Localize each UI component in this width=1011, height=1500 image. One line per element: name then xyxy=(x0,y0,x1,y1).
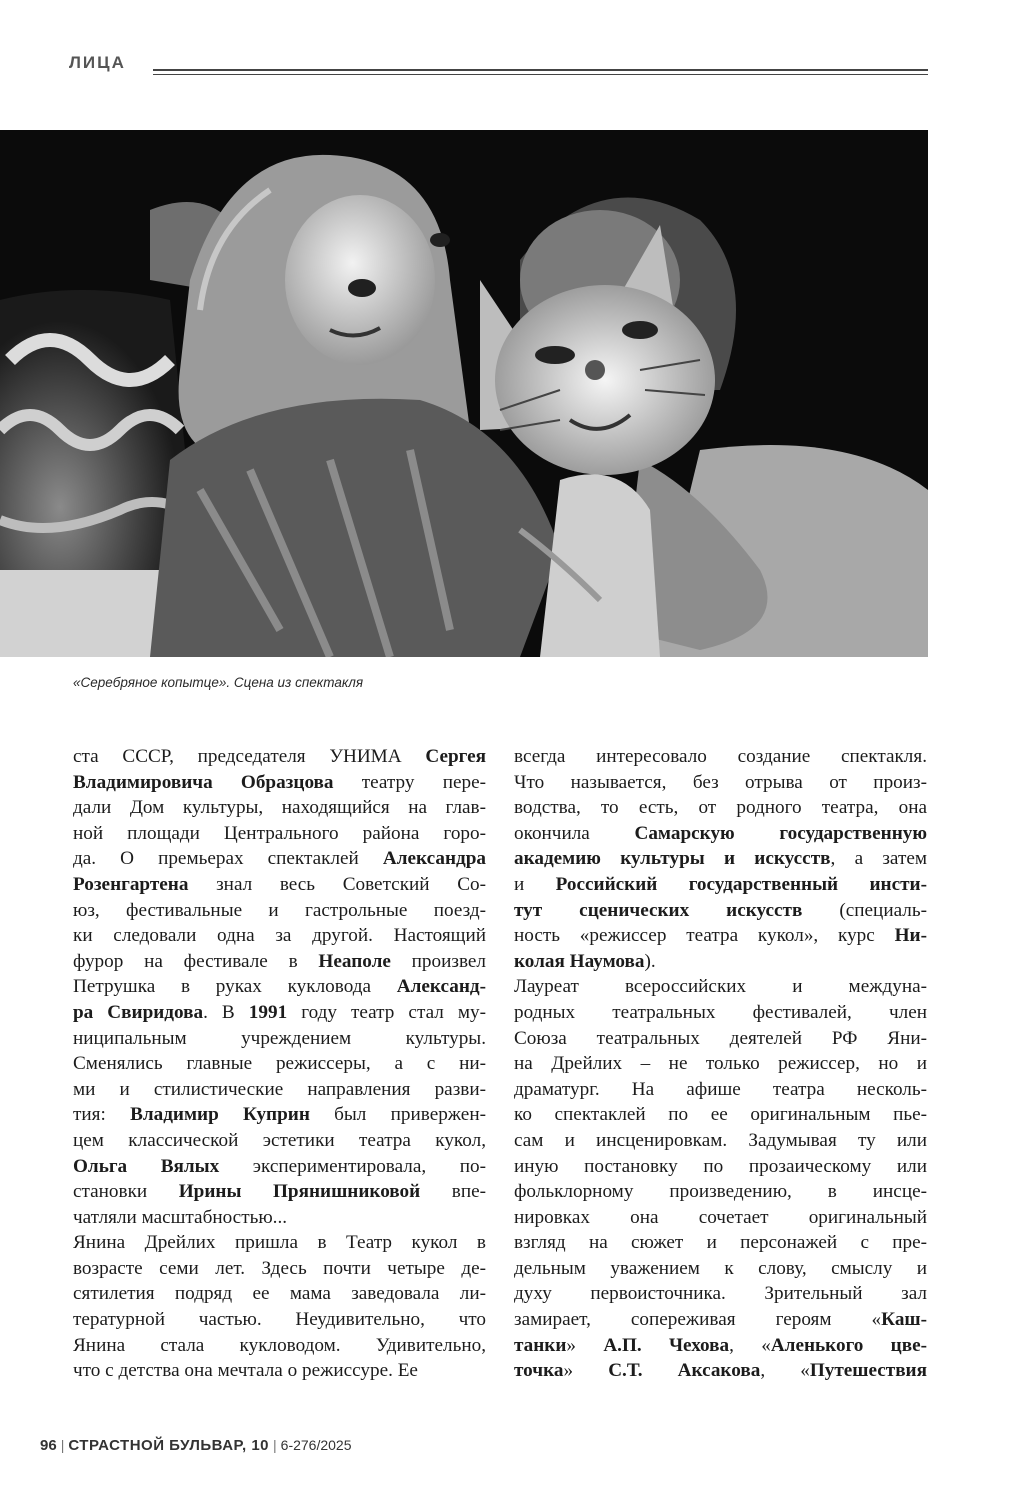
text-run: театру пере- xyxy=(333,771,486,793)
text-run: ко спектаклей по ее оригинальным пье- xyxy=(514,1104,927,1126)
text-run: да. О премьерах спектаклей xyxy=(73,848,383,870)
text-run: Что называется, без отрыва от произ- xyxy=(514,771,927,793)
text-run: произвел xyxy=(390,950,486,972)
text-line xyxy=(73,1281,486,1307)
bold-name: Аленького цве- xyxy=(770,1334,928,1356)
text-run: тературной частью. Неудивительно, что xyxy=(73,1309,486,1331)
text-run: дали Дом культуры, находящийся на глав- xyxy=(73,797,486,819)
text-line xyxy=(73,1230,486,1256)
text-run: году театр стал му- xyxy=(287,1001,486,1023)
bold-name: А.П. Чехова xyxy=(603,1334,730,1356)
bold-name: Путешествия xyxy=(809,1360,927,1382)
text-run: ). xyxy=(644,950,656,972)
text-line xyxy=(514,770,927,796)
bold-name: ра Свиридова xyxy=(73,1001,204,1023)
text-line xyxy=(73,744,486,770)
text-line xyxy=(514,1026,927,1052)
page-footer: 96 | СТРАСТНОЙ БУЛЬВАР, 10 | 6-276/2025 xyxy=(40,1437,352,1454)
bold-name: Российский государственный инсти- xyxy=(555,873,927,895)
text-run: цем классической эстетики театра кукол, xyxy=(73,1129,486,1151)
text-run: духу первоисточника. Зрительный зал xyxy=(514,1283,927,1305)
text-line xyxy=(73,872,486,898)
bold-name: Розенгартена xyxy=(73,873,189,895)
text-run: ной площади Центрального района горо- xyxy=(73,822,486,844)
bold-name: точка xyxy=(514,1360,564,1382)
text-run: (специаль- xyxy=(802,899,927,921)
text-run: ста СССР, председателя УНИМА xyxy=(73,746,426,767)
text-line xyxy=(73,1154,486,1180)
text-line xyxy=(514,1128,927,1154)
text-line xyxy=(73,923,486,949)
text-line xyxy=(73,949,486,975)
text-run: Сменялись главные режиссеры, а с ни- xyxy=(73,1053,486,1075)
text-line xyxy=(73,974,486,1000)
text-run: был привержен- xyxy=(309,1104,486,1126)
bold-name: Владимировича Образцова xyxy=(73,771,334,793)
text-line xyxy=(73,1128,486,1154)
text-run: становки xyxy=(73,1181,179,1203)
bold-name: Ирины Прянишниковой xyxy=(178,1181,421,1203)
text-line xyxy=(514,1281,927,1307)
bold-name: Александра xyxy=(382,848,486,870)
bold-name: Самарскую государственную xyxy=(634,822,927,844)
text-line xyxy=(514,1102,927,1128)
text-run: фольклорному произведению, в инсце- xyxy=(514,1181,927,1203)
text-line xyxy=(514,923,927,949)
text-line xyxy=(73,1205,486,1231)
text-run: Янина Дрейлих пришла в Театр кукол в xyxy=(73,1232,486,1254)
text-run: замирает, сопереживая героям « xyxy=(514,1309,882,1331)
bold-name: Ольга Вялых xyxy=(73,1155,220,1177)
article-column-left xyxy=(73,744,486,1384)
text-line xyxy=(514,1205,927,1231)
issue-number: 6-276/2025 xyxy=(280,1437,352,1453)
text-line xyxy=(514,1000,927,1026)
text-run: и xyxy=(514,873,556,895)
text-run: тия: xyxy=(73,1104,131,1126)
text-line xyxy=(514,1077,927,1103)
text-line xyxy=(514,1358,927,1384)
header-rule xyxy=(153,69,928,71)
text-run: что с детства она мечтала о режиссуре. Ее xyxy=(73,1360,418,1382)
text-run: Лауреат всероссийских и междуна- xyxy=(514,976,927,998)
bold-name: Каш- xyxy=(881,1309,927,1331)
text-run: взгляд на сюжет и персонажей с пре- xyxy=(514,1232,927,1254)
bold-name: Неаполе xyxy=(318,950,391,972)
bold-name: академию культуры и искусств xyxy=(514,848,831,870)
text-run: » xyxy=(566,1334,604,1356)
text-line xyxy=(514,974,927,1000)
text-run: юз, фестивальные и гастрольные поезд- xyxy=(73,899,486,921)
text-run: на Дрейлих – не только режиссер, но и xyxy=(514,1053,927,1075)
text-run: родных театральных фестивалей, член xyxy=(514,1001,927,1023)
text-line xyxy=(73,1077,486,1103)
text-line xyxy=(514,1154,927,1180)
bold-name: Владимир Куприн xyxy=(130,1104,310,1126)
text-line xyxy=(73,795,486,821)
text-line xyxy=(514,949,927,975)
text-line xyxy=(73,1179,486,1205)
text-run: , « xyxy=(760,1360,810,1382)
text-run: сам и инсценировкам. Задумывая ту или xyxy=(514,1129,927,1151)
text-run: фурор на фестивале в xyxy=(73,950,319,972)
text-run: окончила xyxy=(514,822,635,844)
text-run: Союза театральных деятелей РФ Яни- xyxy=(514,1027,927,1049)
text-run: иную постановку по прозаическому или xyxy=(514,1155,927,1177)
text-run: ми и стилистические направления разви- xyxy=(73,1078,486,1100)
bold-name: С.Т. Аксакова xyxy=(608,1360,761,1382)
text-line xyxy=(73,1307,486,1333)
text-line xyxy=(73,1256,486,1282)
text-line xyxy=(73,898,486,924)
text-line xyxy=(514,846,927,872)
text-run: » xyxy=(563,1360,609,1382)
bold-name: Ни- xyxy=(894,925,927,947)
text-line xyxy=(514,744,927,770)
text-line xyxy=(514,1230,927,1256)
text-run: всегда интересовало создание спектакля. xyxy=(514,746,927,767)
bold-name: Александ- xyxy=(396,976,486,998)
text-line xyxy=(73,1102,486,1128)
text-run: , а затем xyxy=(830,848,927,870)
text-run: дельным уважением к слову, смыслу и xyxy=(514,1257,927,1279)
theatre-photo xyxy=(0,130,928,657)
bold-name: колая Наумова xyxy=(514,950,645,972)
text-line xyxy=(514,898,927,924)
text-run: водства, то есть, от родного театра, она xyxy=(514,797,927,819)
text-run: . В xyxy=(203,1001,249,1023)
text-run: возрасте семи лет. Здесь почти четыре де- xyxy=(73,1257,486,1279)
text-line xyxy=(73,1026,486,1052)
bold-name: 1991 xyxy=(248,1001,288,1023)
text-run: знал весь Советский Со- xyxy=(188,873,486,895)
bold-name: тут сценических искусств xyxy=(514,899,803,921)
text-line xyxy=(514,1333,927,1359)
text-line xyxy=(73,846,486,872)
text-line xyxy=(73,1358,486,1384)
header-rule-thin xyxy=(153,74,928,75)
bold-name: Сергея xyxy=(425,746,486,767)
section-label: ЛИЦА xyxy=(69,53,126,72)
text-line xyxy=(514,795,927,821)
text-line xyxy=(73,770,486,796)
magazine-title: СТРАСТНОЙ БУЛЬВАР, 10 xyxy=(68,1437,270,1454)
text-run: чатляли масштабностью... xyxy=(73,1206,288,1228)
article-column-right xyxy=(514,744,927,1384)
text-run: драматург. На афише театра несколь- xyxy=(514,1078,927,1100)
text-line xyxy=(514,872,927,898)
text-run: , « xyxy=(729,1334,771,1356)
text-line xyxy=(514,1307,927,1333)
text-run: Петрушка в руках кукловода xyxy=(73,976,397,998)
bold-name: танки xyxy=(514,1334,567,1356)
page-number: 96 xyxy=(40,1437,57,1454)
text-run: ки следовали одна за другой. Настоящий xyxy=(73,925,486,947)
text-line xyxy=(514,1179,927,1205)
text-line xyxy=(73,1000,486,1026)
text-run: сятилетия подряд ее мама заведовала ли- xyxy=(73,1283,486,1305)
text-line xyxy=(73,1333,486,1359)
text-line xyxy=(73,1051,486,1077)
text-run: ность «режиссер театра кукол», курс xyxy=(514,925,895,947)
text-line xyxy=(73,821,486,847)
text-run: экспериментировала, по- xyxy=(219,1155,486,1177)
photo-caption: «Серебряное копытце». Сцена из спектакля xyxy=(73,675,364,690)
text-run: ниципальным учреждением культуры. xyxy=(73,1027,486,1049)
text-run: впе- xyxy=(420,1181,486,1203)
text-run: Янина стала кукловодом. Удивительно, xyxy=(73,1334,486,1356)
text-line xyxy=(514,1256,927,1282)
text-run: нировках она сочетает оригинальный xyxy=(514,1206,927,1228)
text-line xyxy=(514,821,927,847)
text-line xyxy=(514,1051,927,1077)
